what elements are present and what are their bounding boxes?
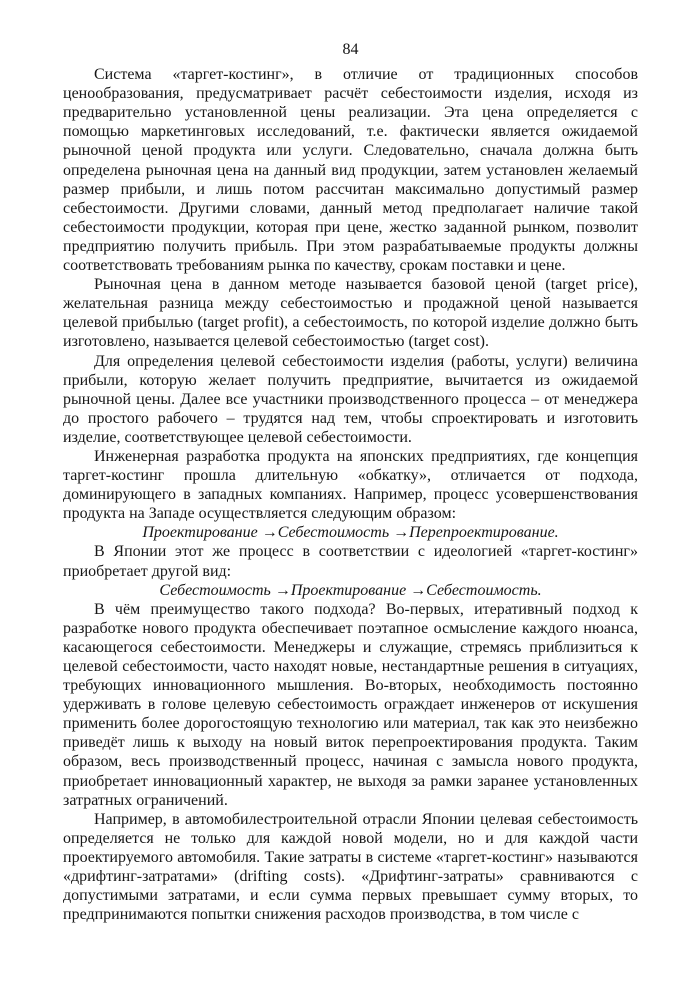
paragraph-target-costing-intro: Система «таргет-костинг», в отличие от традиционных способов ценообразования, предусматривает расчёт себестоимости изделия, исходя из предварительно установленной цены реализации. Эта цена определяется с помощью маркетинговых исследований, т.е. фактически является ожидаемой рыночной ценой продукта или услуги. Следовательно, сначала должна быть определена рыночная цена на данный вид продукции, затем установлен желаемый размер прибыли, и лишь потом рассчитан максимально допустимый размер себестоимости. Другими словами, данный метод предполагает наличие такой себестоимости продукции, которая при цене, жестко заданной рынком, позволит предприятию получить прибыль. При этом разрабатываемые продукты должны соответствовать требованиям рынка по качеству, срокам поставки и цене. (63, 66, 638, 275)
paragraph-target-cost-calculation: Для определения целевой себестоимости изделия (работы, услуги) величина прибыли, которую желает получить предприятие, вычитается из ожидаемой рыночной цены. Далее все участники производственного процесса – от менеджера до простого рабочего – трудятся над тем, чтобы спроектировать и изготовить изделие, соответствующее целевой себестоимости. (63, 352, 638, 446)
paragraph-target-price-definitions: Рыночная цена в данном методе называется базовой ценой (target price), желательная разница между себестоимостью и продажной ценой называется целевой прибылью (target profit), а себестоимость, по которой изделие должно быть изготовлено, называется целевой себестоимостью (target cost). (63, 276, 638, 351)
paragraph-japan-process-intro: В Японии этот же процесс в соответствии с идеологией «таргет-костинг» приобретает другой вид: (63, 543, 638, 580)
paragraph-drifting-costs: Например, в автомобилестроительной отрасли Японии целевая себестоимость определяется не только для каждой новой модели, но и для каждой части проектируемого автомобиля. Такие затраты в системе «таргет-костинг» называются «дрифтинг-затратами» (drifting costs). «Дрифтинг-затраты» сравниваются с допустимыми затратами, и если сумма первых превышает сумму вторых, то предпринимаются попытки снижения расходов производства, в том числе с (63, 810, 638, 924)
paragraph-advantages: В чём преимущество такого подхода? Во-первых, итеративный подход к разработке нового продукта обеспечивает поэтапное осмысление каждого нюанса, касающегося себестоимости. Менеджеры и служащие, стремясь приблизиться к целевой себестоимости, часто находят новые, нестандартные решения в ситуациях, требующих инновационного мышления. Во-вторых, необходимость постоянно удерживать в голове целевую себестоимость ограждает инженеров от искушения применить более дорогостоящую технологию или материал, так как это неизбежно приведёт лишь к выходу на новый виток перепроектирования продукта. Таким образом, весь производственный процесс, начиная с замысла нового продукта, приобретает инновационный характер, не выходя за рамки заранее установленных затратных ограничений. (63, 600, 638, 809)
formula-western-process: Проектирование →Себестоимость →Перепроектирование. (142, 524, 559, 542)
page-number: 84 (342, 41, 359, 58)
formula-japanese-process: Себестоимость →Проектирование →Себестоимость. (159, 581, 542, 599)
paragraph-japan-engineering: Инженерная разработка продукта на японских предприятиях, где концепция таргет-костинг прошла длительную «обкатку», отличается от подхода, доминирующего в западных компаниях. Например, процесс усовершенствования продукта на Западе осуществляется следующим образом: (63, 447, 638, 523)
